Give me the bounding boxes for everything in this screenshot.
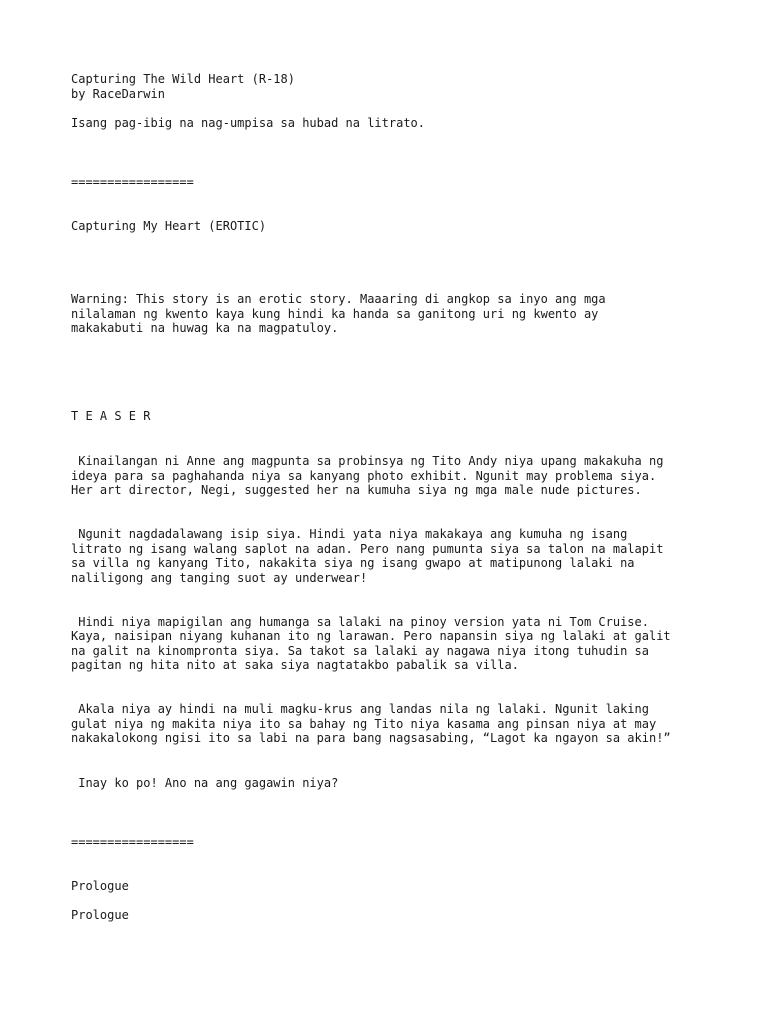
teaser-paragraph-line: Kaya, naisipan niyang kuhanan ito ng larawan. Pero napansin siya ng lalaki at galit xyxy=(71,629,671,643)
story-tagline: Isang pag-ibig na nag-umpisa sa hubad na litrato. xyxy=(71,116,426,130)
teaser-paragraph-line: gulat niya ng makita niya ito sa bahay ng Tito niya kasama ang pinsan niya at may xyxy=(71,717,657,731)
teaser-paragraph-line: na galit na kinompronta siya. Sa takot sa lalaki ay nagawa niya itong tuhudin sa xyxy=(71,644,649,658)
teaser-paragraph-line: Hindi niya mapigilan ang humanga sa lalaki na pinoy version yata ni Tom Cruise. xyxy=(71,615,649,629)
warning-line: makakabuti na huwag ka na magpatuloy. xyxy=(71,321,339,335)
teaser-paragraph-line: litrato ng isang walang saplot na adan. Pero nang pumunta siya sa talon na malapit xyxy=(71,542,664,556)
warning-line: Warning: This story is an erotic story. Maaaring di angkop sa inyo ang mga xyxy=(71,292,606,306)
teaser-paragraph-line: sa villa ng kanyang Tito, nakakita siya ng isang gwapo at matipunong lalaki na xyxy=(71,556,635,570)
section-heading: Prologue xyxy=(71,879,129,893)
teaser-paragraph-line: Inay ko po! Ano na ang gagawin niya? xyxy=(71,776,339,790)
warning-line: nilalaman ng kwento kaya kung hindi ka handa sa ganitong uri ng kwento ay xyxy=(71,307,599,321)
teaser-paragraph-line: ideya para sa paghahanda niya sa kanyang photo exhibit. Ngunit may problema siya. xyxy=(71,469,657,483)
teaser-paragraph-line: Her art director, Negi, suggested her na kumuha siya ng mga male nude pictures. xyxy=(71,483,642,497)
section-heading: Prologue xyxy=(71,908,129,922)
teaser-paragraph-line: pagitan ng hita nito at saka siya nagtatakbo pabalik sa villa. xyxy=(71,658,519,672)
separator-line: ================= xyxy=(71,835,194,849)
teaser-paragraph-line: Akala niya ay hindi na muli magku-krus ang landas nila ng lalaki. Ngunit laking xyxy=(71,702,649,716)
story-byline: by RaceDarwin xyxy=(71,87,165,101)
teaser-paragraph-line: Ngunit nagdadalawang isip siya. Hindi yata niya makakaya ang kumuha ng isang xyxy=(71,527,628,541)
story-subtitle: Capturing My Heart (EROTIC) xyxy=(71,219,267,233)
teaser-paragraph-line: nakakalokong ngisi ito sa labi na para bang nagsasabing, “Lagot ka ngayon sa akin!” xyxy=(71,731,671,745)
teaser-paragraph-line: Kinailangan ni Anne ang magpunta sa probinsya ng Tito Andy niya upang makakuha ng xyxy=(71,454,664,468)
teaser-paragraph-line: naliligong ang tanging suot ay underwear! xyxy=(71,571,368,585)
story-title: Capturing The Wild Heart (R-18) xyxy=(71,72,295,86)
separator-line: ================= xyxy=(71,175,194,189)
teaser-heading: T E A S E R xyxy=(71,409,151,423)
